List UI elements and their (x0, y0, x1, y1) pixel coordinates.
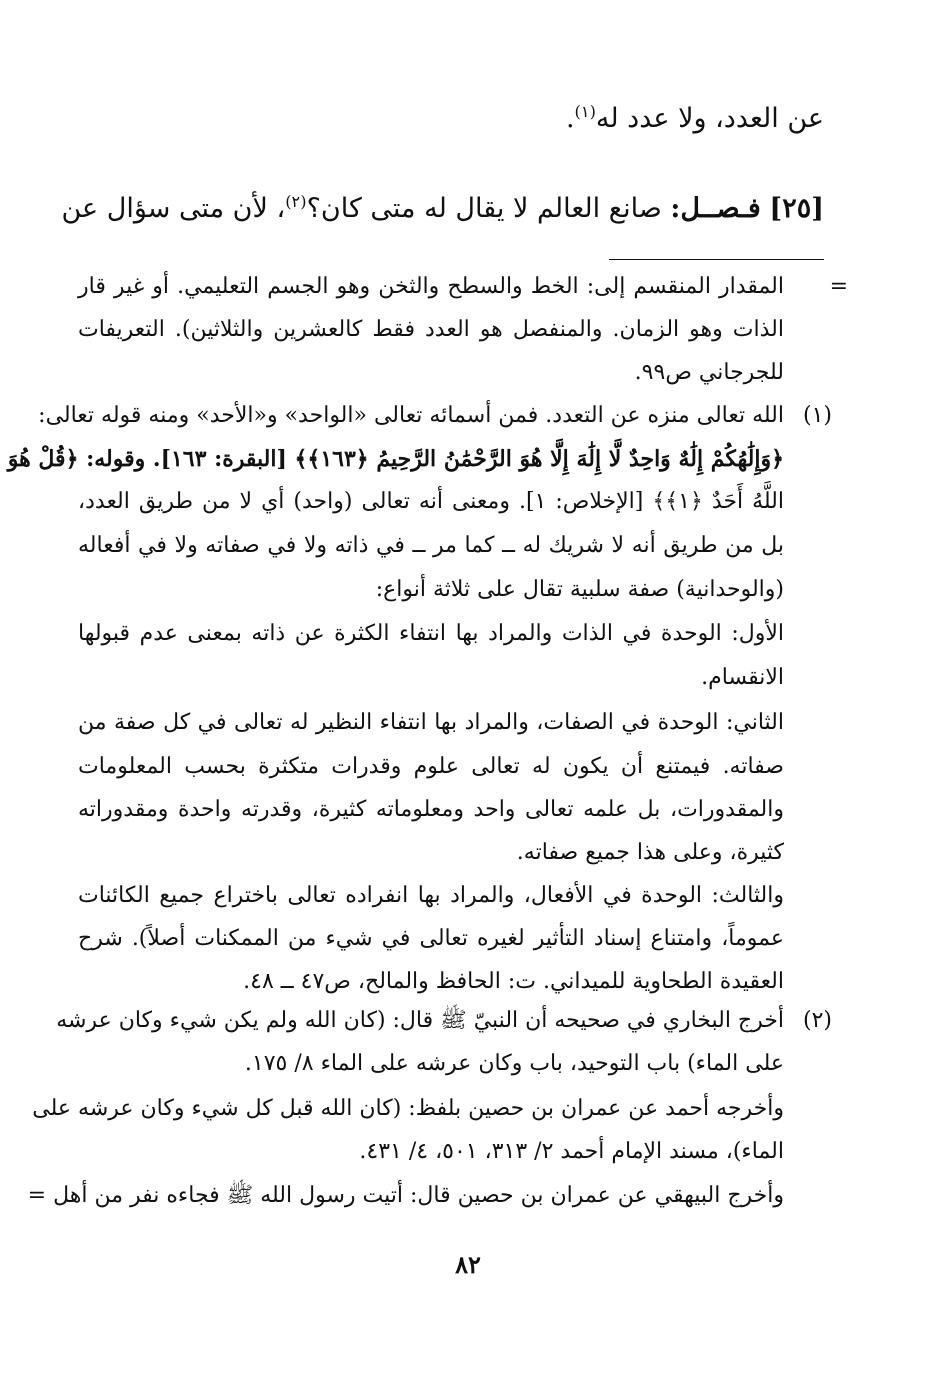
footnote-continued-line: المقدار المنقسم إلى: الخط والسطح والثخن وهو الجسم التعليمي. أو غير قار (78, 274, 784, 299)
footnote-1-number: (١) (802, 403, 832, 428)
footnote-1-line: العقيدة الطحاوية للميداني. ت: الحافظ والمالح، ص٤٧ ــ ٤٨. (243, 969, 784, 994)
footnote-1-line: الله تعالى منزه عن التعدد. فمن أسمائه تعالى «الواحد» و«الأحد» ومنه قوله تعالى: (38, 403, 784, 428)
section-heading (61, 192, 824, 225)
section-text: صانع العالم لا يقال له متى كان؟ (306, 193, 662, 224)
page-number: ٨٢ (455, 1250, 481, 1279)
footnote-continued-line: للجرجاني ص٩٩. (634, 360, 784, 385)
section-tail: ، لأن متى سؤال عن (61, 193, 286, 224)
footnote-2-line: على الماء) باب التوحيد، باب وكان عرشه على الماء ٨/ ١٧٥. (244, 1051, 784, 1076)
footnote-2-number: (٢) (802, 1008, 832, 1033)
footnote-1-line: اللَّهُ أَحَدٌ ﴿١﴾﴾ [الإخلاص: ١]. ومعنى أنه تعالى (واحد) أي لا من طريق العدد، (78, 489, 784, 514)
footnote-1-line: كثيرة، وعلى هذا جميع صفاته. (516, 840, 784, 865)
footnote-1-line: (والوحدانية) صفة سلبية تقال على ثلاثة أنواع: (375, 577, 784, 602)
footnote-ref-1: (١) (574, 102, 596, 121)
footnote-ref-2: (٢) (285, 192, 307, 211)
footnote-1-line: الانقسام. (701, 665, 784, 690)
section-number: [٢٥] (769, 193, 824, 224)
footnote-1-quran-line: ﴿وَإِلَٰهُكُمْ إِلَٰهٌ وَاحِدٌ لَّا إِلَٰهَ إِلَّا هُوَ الرَّحْمَٰنُ الرَّحِيمُ ﴿١٦٣﴾﴾ [البقرة: ١٦٣]. وقوله: ﴿قُلْ هُوَ (7, 446, 784, 472)
footnote-2-line: أخرج البخاري في صحيحه أن النبيّ ﷺ قال: (كان الله ولم يكن شيء وكان عرشه (56, 1008, 784, 1033)
footnote-2-line: وأخرج البيهقي عن عمران بن حصين قال: أتيت رسول الله ﷺ فجاءه نفر من أهل = (27, 1183, 784, 1208)
footnote-1-line: والثالث: الوحدة في الأفعال، والمراد بها انفراده تعالى باختراع جميع الكائنات (78, 883, 784, 908)
footnote-2-line: وأخرجه أحمد عن عمران بن حصين بلفظ: (كان الله قبل كل شيء وكان عرشه على (32, 1096, 784, 1121)
main-text: عن العدد، ولا عدد له (595, 103, 824, 134)
section-label: فـصــل: (670, 193, 761, 224)
footnote-continued-line: الذات وهو الزمان. والمنفصل هو العدد فقط كالعشرين والثلاثين). التعريفات (78, 317, 784, 342)
main-text-line-1: عن العدد، ولا عدد له$^{(١)}$. (565, 102, 824, 134)
footnote-1-line: صفاته. فيمتنع أن يكون له تعالى علوم وقدرات متكثرة بحسب المعلومات (78, 754, 784, 779)
footnote-1-line: بل من طريق أنه لا شريك له ــ كما مر ــ في ذاته ولا في صفاته ولا في أفعاله (78, 533, 784, 558)
footnote-divider (609, 259, 824, 260)
footnote-1-line: والمقدورات، بل علمه تعالى واحد ومعلوماته كثيرة، وقدرته واحدة ومقدوراته (78, 797, 784, 822)
footnote-1-line: عموماً، وامتناع إسناد التأثير لغيره تعالى في شيء من الممكنات أصلاً). شرح (78, 926, 784, 951)
footnote-1-line: الأول: الوحدة في الذات والمراد بها انتفاء الكثرة عن ذاته بمعنى عدم قبولها (78, 621, 784, 646)
footnote-1-line: الثاني: الوحدة في الصفات، والمراد بها انتفاء النظير له تعالى في كل صفة من (78, 710, 784, 735)
continuation-marker: = (829, 274, 848, 299)
footnote-2-line: الماء)، مسند الإمام أحمد ٢/ ٣١٣، ٥٠١، ٤/ ٤٣١. (359, 1139, 784, 1164)
